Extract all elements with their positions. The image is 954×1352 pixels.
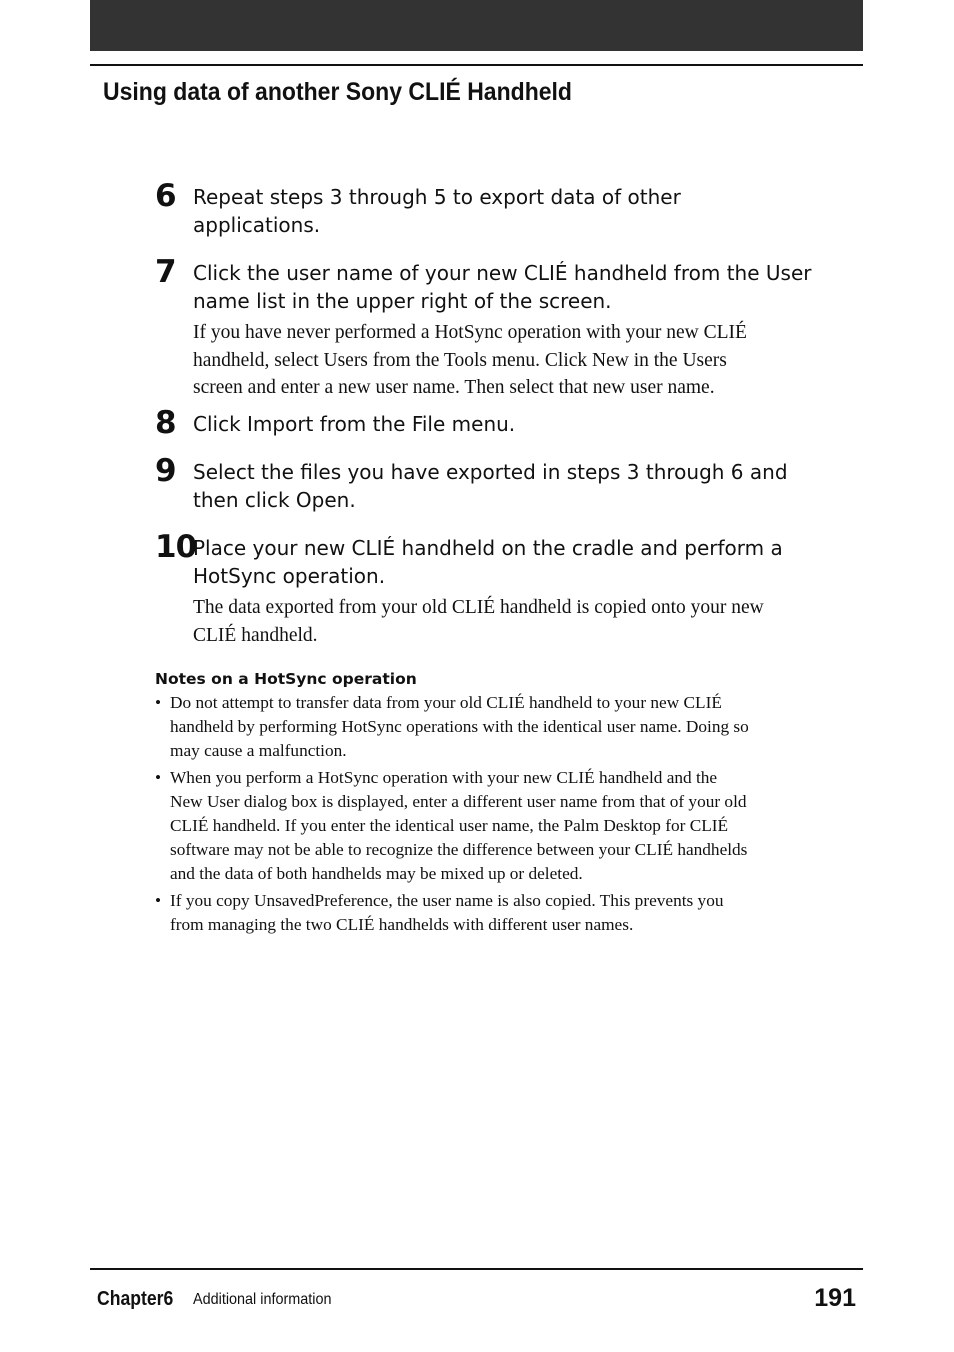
note-item: • When you perform a HotSync operation with your new CLIÉ handheld and the New User dialog box is displayed, enter a different user name from that of your old CLIÉ handheld. If you enter the identical user name, the Palm Desktop for CLIÉ software may not be able to recognize the difference between your CLIÉ handhelds and the data of both handhelds may be mixed up or deleted. — [155, 768, 748, 883]
footer-section: Additional information — [193, 1291, 332, 1308]
note-item: • If you copy UnsavedPreference, the user name is also copied. This prevents you from managing the two CLIÉ handhelds with different user names. — [155, 891, 724, 934]
bullet-icon: • — [155, 693, 162, 712]
step-7-body: If you have never performed a HotSync operation with your new CLIÉ handheld, select Users from the Tools menu. Click New in the Users screen and enter a new user name. Then select that new user name. — [193, 322, 747, 398]
step-7-text: Click the user name of your new CLIÉ handheld from the User name list in the upper right of the screen. — [193, 261, 812, 313]
page-number: 191 — [814, 1284, 856, 1312]
step-number-7: 7 — [155, 254, 176, 290]
step-10-body: The data exported from your old CLIÉ handheld is copied onto your new CLIÉ handheld. — [193, 597, 764, 646]
step-9-text: Select the files you have exported in steps 3 through 6 and then click Open. — [193, 460, 788, 512]
footer-chapter: Chapter6 — [97, 1288, 174, 1310]
bullet-icon: • — [155, 768, 162, 787]
bullet-icon: • — [155, 891, 162, 910]
notes-title: Notes on a HotSync operation — [155, 670, 417, 688]
step-number-6: 6 — [155, 178, 176, 214]
step-number-8: 8 — [155, 405, 176, 441]
step-8-text: Click Import from the File menu. — [193, 412, 516, 436]
notes-list — [155, 691, 855, 940]
header-bar — [90, 0, 863, 51]
step-6-text: Repeat steps 3 through 5 to export data of other applications. — [193, 185, 681, 237]
section-title: Using data of another Sony CLIÉ Handheld — [103, 78, 572, 106]
step-10-text: Place your new CLIÉ handheld on the cradle and perform a HotSync operation. — [193, 536, 783, 588]
note-item: • Do not attempt to transfer data from your old CLIÉ handheld to your new CLIÉ handheld by performing HotSync operations with the identical user name. Doing so may cause a malfunction. — [155, 693, 749, 760]
step-number-9: 9 — [155, 453, 176, 489]
step-number-10: 10 — [155, 529, 197, 565]
header-rule — [90, 64, 863, 66]
footer-rule — [90, 1268, 863, 1270]
